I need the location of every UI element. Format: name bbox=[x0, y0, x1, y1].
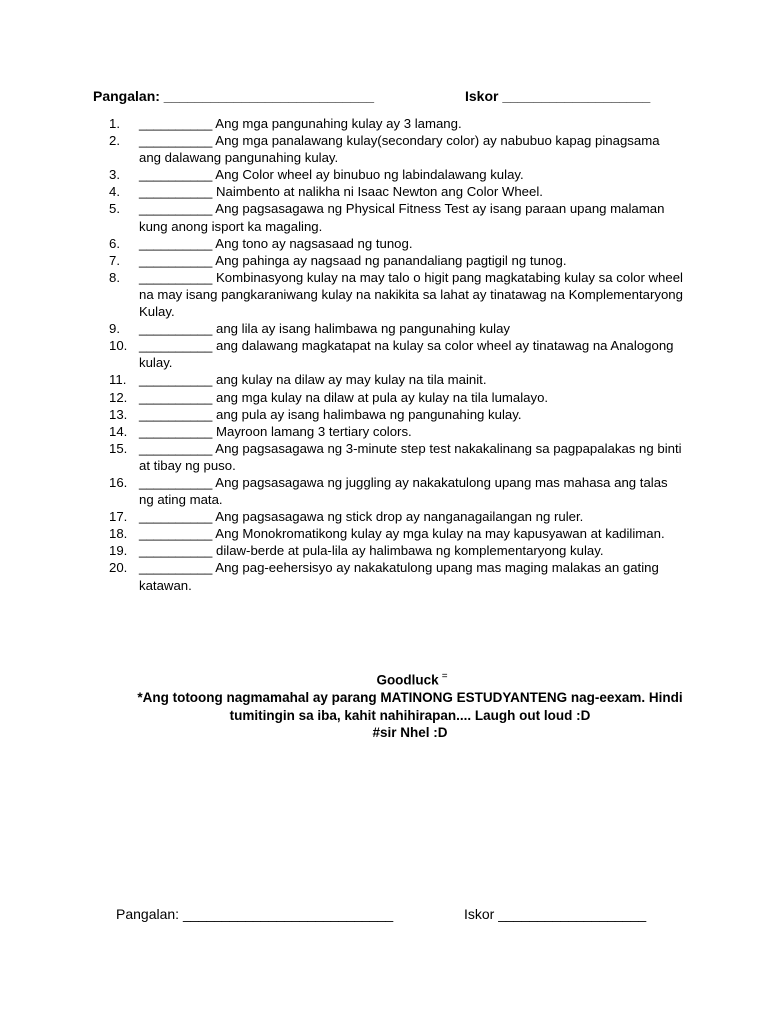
closing-note bbox=[130, 668, 690, 742]
question-number: 13. bbox=[109, 406, 128, 422]
question-text: __________ Mayroon lamang 3 tertiary colors. bbox=[139, 423, 412, 439]
question-number: 12. bbox=[109, 389, 128, 405]
question-text: __________ Ang pagsasagawa ng Physical Fitness Test ay isang paraan upang malaman kung anong isport ka magaling. bbox=[139, 201, 665, 234]
question-item bbox=[109, 269, 684, 320]
name-field-top: Pangalan: ___________________________ bbox=[93, 88, 375, 104]
question-text: __________ ang kulay na dilaw ay may kulay na tila mainit. bbox=[139, 372, 487, 388]
question-text: __________ Ang mga pangunahing kulay ay 3 lamang. bbox=[139, 116, 462, 131]
question-number: 9. bbox=[109, 321, 120, 337]
top-header bbox=[93, 88, 693, 108]
question-text: __________ Ang mga panalawang kulay(secondary color) ay nabubuo kapag pinagsama ang dalawang pangunahing kulay. bbox=[139, 133, 660, 166]
question-number: 6. bbox=[109, 235, 120, 251]
question-number: 11. bbox=[109, 372, 127, 388]
question-number: 1. bbox=[109, 116, 120, 131]
question-number: 3. bbox=[109, 167, 120, 183]
question-number: 18. bbox=[109, 526, 128, 542]
question-text: __________ Ang pagsasagawa ng stick drop ay nanganagailangan ng ruler. bbox=[139, 509, 584, 525]
goodluck-text: Goodluck bbox=[376, 672, 439, 688]
question-number: 5. bbox=[109, 201, 120, 217]
question-text: __________ ang pula ay isang halimbawa ng pangunahing kulay. bbox=[139, 406, 522, 422]
question-item bbox=[109, 508, 684, 525]
question-number: 14. bbox=[109, 423, 128, 439]
question-number: 4. bbox=[109, 184, 120, 200]
question-item bbox=[109, 115, 684, 132]
question-number: 20. bbox=[109, 560, 128, 576]
question-text: __________ Kombinasyong kulay na may talo o higit pang magkatabing kulay sa color wheel na may isang pangkaraniwang kulay na nakikita sa lahat ay tinatawag na Komplementaryong Kulay. bbox=[139, 269, 683, 320]
question-text: __________ Ang tono ay nagsasaad ng tunog. bbox=[139, 235, 413, 251]
question-item bbox=[109, 252, 684, 269]
question-text: __________ Ang pag-eehersisyo ay nakakatulong upang mas maging malakas an gating katawan. bbox=[139, 560, 659, 593]
question-item bbox=[109, 166, 684, 183]
question-number: 17. bbox=[109, 509, 128, 525]
question-item bbox=[109, 542, 684, 559]
question-item bbox=[109, 200, 684, 234]
question-text: __________ ang dalawang magkatapat na kulay sa color wheel ay tinatawag na Analogong kulay. bbox=[139, 338, 674, 371]
question-number: 19. bbox=[109, 543, 128, 559]
question-item bbox=[109, 423, 684, 440]
question-item bbox=[109, 337, 684, 371]
question-text: __________ ang lila ay isang halimbawa ng pangunahing kulay bbox=[139, 321, 511, 337]
question-text: __________ Naimbento at nalikha ni Isaac Newton ang Color Wheel. bbox=[139, 184, 543, 200]
question-number: 16. bbox=[109, 474, 128, 490]
question-item bbox=[109, 235, 684, 252]
question-item bbox=[109, 183, 684, 200]
goodluck-line bbox=[130, 668, 690, 689]
score-field-top: Iskor ___________________ bbox=[465, 88, 651, 104]
closing-message: *Ang totoong nagmamahal ay parang MATINONG ESTUDYANTENG nag-eexam. Hindi tumitingin sa iba, kahit nahihirapan.... Laugh out loud :D bbox=[137, 690, 683, 723]
question-item bbox=[109, 406, 684, 423]
question-item bbox=[109, 525, 684, 542]
question-text: __________ Ang Monokromatikong kulay ay mga kulay na may kapusyawan at kadiliman. bbox=[139, 526, 665, 542]
question-item bbox=[109, 440, 684, 474]
question-item bbox=[109, 371, 684, 388]
question-item bbox=[109, 132, 684, 166]
question-text: __________ Ang Color wheel ay binubuo ng labindalawang kulay. bbox=[139, 167, 524, 183]
question-item bbox=[109, 559, 684, 593]
question-number: 2. bbox=[109, 133, 120, 149]
question-number: 7. bbox=[109, 252, 120, 268]
bottom-header bbox=[116, 906, 716, 926]
question-number: 8. bbox=[109, 269, 120, 285]
name-field-bottom: Pangalan: ___________________________ bbox=[116, 906, 394, 922]
question-list bbox=[109, 115, 684, 594]
emoticon: = bbox=[441, 671, 448, 682]
question-number: 10. bbox=[109, 338, 128, 354]
closing-signature: #sir Nhel :D bbox=[372, 725, 448, 740]
question-number: 15. bbox=[109, 440, 128, 456]
question-text: __________ dilaw-berde at pula-lila ay halimbawa ng komplementaryong kulay. bbox=[139, 543, 604, 559]
score-field-bottom: Iskor ___________________ bbox=[464, 906, 647, 922]
question-item bbox=[109, 320, 684, 337]
question-text: __________ Ang pagsasagawa ng juggling ay nakakatulong upang mas mahasa ang talas ng ating mata. bbox=[139, 474, 668, 508]
question-item bbox=[109, 389, 684, 406]
question-text: __________ Ang pahinga ay nagsaad ng panandaliang pagtigil ng tunog. bbox=[139, 252, 567, 268]
question-text: __________ Ang pagsasagawa ng 3-minute step test nakakalinang sa pagpapalakas ng binti at tibay ng puso. bbox=[139, 440, 682, 473]
question-item bbox=[109, 474, 684, 508]
question-text: __________ ang mga kulay na dilaw at pula ay kulay na tila lumalayo. bbox=[139, 389, 549, 405]
